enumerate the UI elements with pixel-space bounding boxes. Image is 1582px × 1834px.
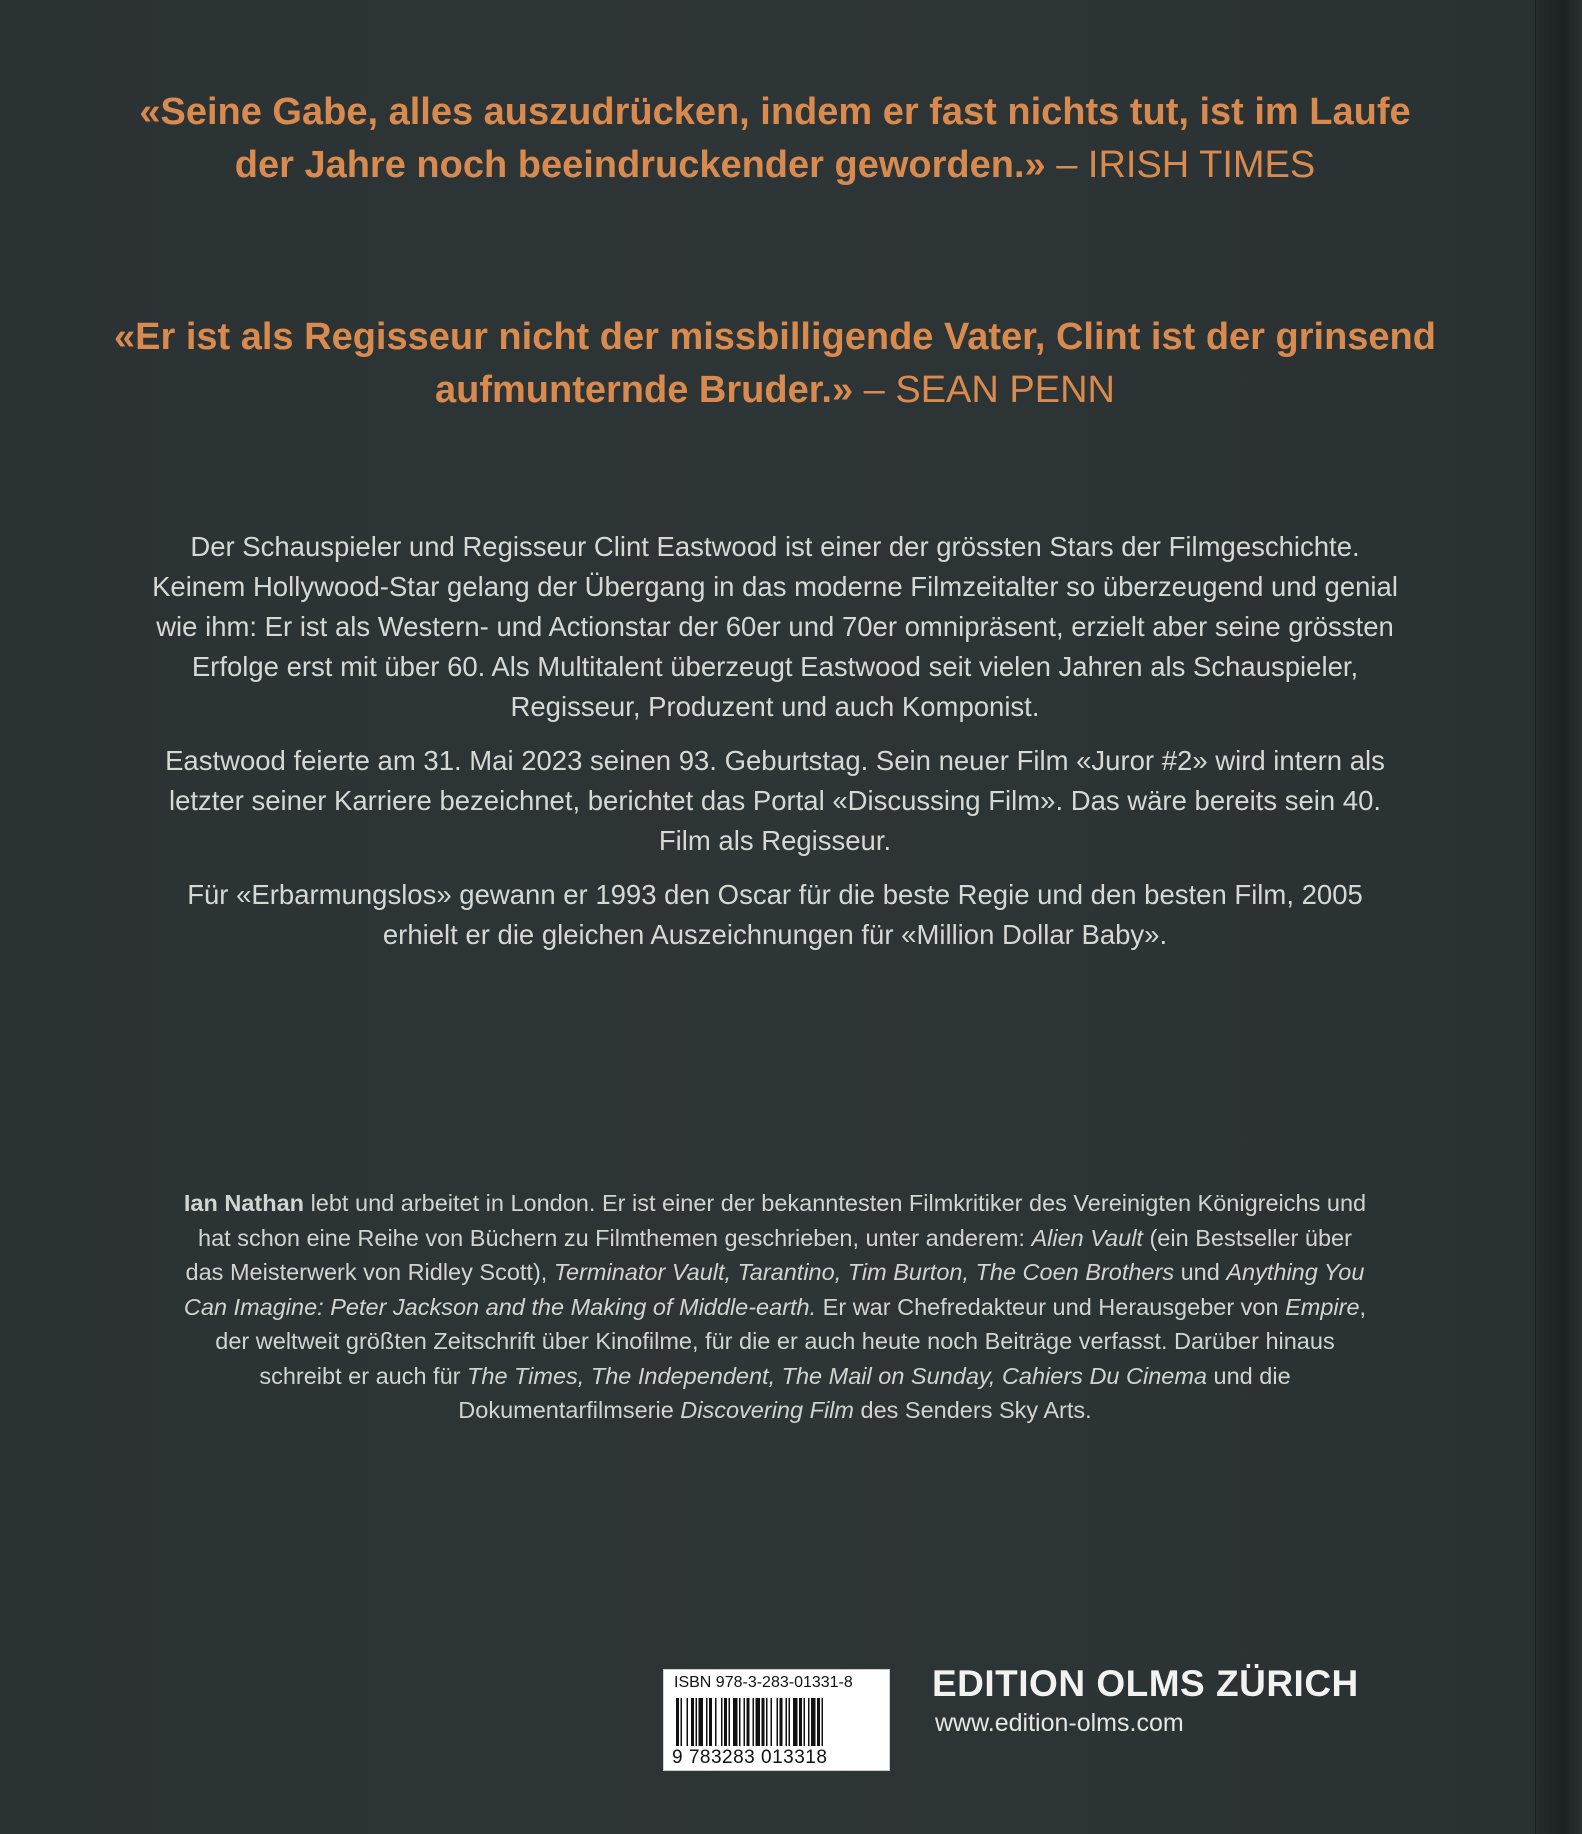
bio-text: (ein Bestseller über das Meisterwerk von Ridley Scott), xyxy=(185,1224,1352,1285)
description-paragraph: Der Schauspieler und Regisseur Clint Eastwood ist einer der grössten Stars der Filmgeschichte. Keinem Hollywood-Star gelang der Übergang in das moderne Filmzeitalter so überzeugend und genial wie ihm: Er ist als Western- und Actionstar der 60er und 70er omnipräsent, erzielt aber seine grössten Erfolge erst mit über 60. Als Multitalent überzeugt Eastwood seit vielen Jahren als Schauspieler, Regisseur, Produzent und auch Komponist. xyxy=(152,531,1398,722)
barcode-bar xyxy=(780,1698,783,1746)
bio-title: Discovering Film xyxy=(680,1397,854,1423)
barcode-bar xyxy=(799,1698,802,1746)
bio-title: Alien Vault xyxy=(1031,1224,1143,1251)
barcode-bar xyxy=(793,1698,798,1746)
barcode-bar xyxy=(676,1698,679,1746)
barcode-bar xyxy=(753,1698,755,1746)
bio-title: The Times, The Independent, The Mail on Sunday, Cahiers Du Cinema xyxy=(467,1362,1208,1389)
author-bio xyxy=(180,1186,1370,1428)
publisher-website: www.edition-olms.com xyxy=(935,1709,1184,1737)
barcode-bar xyxy=(696,1698,698,1746)
barcode-bar xyxy=(804,1698,806,1746)
barcode-bar xyxy=(699,1698,704,1746)
publisher-name: EDITION OLMS ZÜRICH xyxy=(932,1663,1359,1704)
barcode-bar xyxy=(733,1698,738,1746)
barcode-icon xyxy=(676,1698,876,1746)
barcode-bar xyxy=(817,1698,820,1746)
bio-title: Anything You Can Imagine: Peter Jackson and the Making of Middle-earth. xyxy=(183,1259,1365,1320)
bio-title: Empire xyxy=(1285,1293,1360,1320)
quote-text: «Seine Gabe, alles auszudrücken, indem er fast nichts tut, ist im Laufe der Jahre noch beeindruckender geworden.» xyxy=(139,91,1411,186)
bio-text: des Senders Sky Arts. xyxy=(853,1397,1092,1423)
barcode-bar xyxy=(762,1698,765,1746)
barcode-bar xyxy=(766,1698,768,1746)
barcode-bar xyxy=(744,1698,746,1746)
barcode-bar xyxy=(687,1698,689,1746)
barcode-bar xyxy=(715,1698,717,1746)
barcode-bar xyxy=(681,1698,683,1746)
bio-title: Terminator Vault, Tarantino, Tim Burton, The Coen Brothers xyxy=(553,1259,1175,1285)
barcode-bar xyxy=(709,1698,712,1746)
barcode-bar xyxy=(786,1698,788,1746)
barcode-bar xyxy=(724,1698,727,1746)
bio-text: und die Dokumentarfilmserie xyxy=(458,1362,1291,1423)
bio-text: , der weltweit größten Zeitschrift über Kinofilme, für die er auch heute noch Beiträge verfasst. Darüber hinaus schreibt er auch für xyxy=(215,1293,1367,1389)
isbn-barcode xyxy=(663,1669,890,1771)
bio-text: Er war Chefredakteur und Herausgeber von xyxy=(816,1293,1286,1320)
description-paragraph: Für «Erbarmungslos» gewann er 1993 den Oscar für die beste Regie und den besten Film, 2005 erhielt er die gleichen Auszeichnungen für «Million Dollar Baby». xyxy=(187,879,1363,950)
barcode-bar xyxy=(789,1698,791,1746)
barcode-bar xyxy=(739,1698,741,1746)
cover-edge xyxy=(1535,0,1582,1834)
quote-attribution: – SEAN PENN xyxy=(853,369,1115,411)
description-paragraph: Eastwood feierte am 31. Mai 2023 seinen 93. Geburtstag. Sein neuer Film «Juror #2» wird intern als letzter seiner Karriere bezeichnet, berichtet das Portal «Discussing Film». Das wäre bereits sein 40. Film als Regisseur. xyxy=(165,745,1385,856)
bio-text: lebt und arbeitet in London. Er ist einer der bekanntesten Filmkritiker des Vereinigten Königreichs und hat schon eine Reihe von Büchern zu Filmthemen geschrieben, unter anderem: xyxy=(198,1190,1367,1251)
barcode-bar xyxy=(756,1698,761,1746)
barcode-bar xyxy=(706,1698,708,1746)
barcode-bar xyxy=(691,1698,694,1746)
barcode-bar xyxy=(808,1698,810,1746)
quote-text: «Er ist als Regisseur nicht der missbilligende Vater, Clint ist der grinsend aufmunternde Bruder.» xyxy=(114,316,1436,411)
barcode-bar xyxy=(747,1698,750,1746)
barcode-bar xyxy=(777,1698,779,1746)
description-text xyxy=(150,527,1400,969)
barcode-bar xyxy=(771,1698,773,1746)
bio-text: und xyxy=(1174,1259,1227,1285)
barcode-bar xyxy=(721,1698,723,1746)
quote-attribution: – IRISH TIMES xyxy=(1045,144,1316,186)
quote-irish-times xyxy=(110,86,1440,192)
isbn-label: ISBN 978-3-283-01331-8 xyxy=(674,1674,853,1691)
barcode-bar xyxy=(822,1698,824,1746)
author-name: Ian Nathan xyxy=(183,1190,305,1216)
barcode-digits: 9 783283 013318 xyxy=(672,1747,828,1768)
barcode-bar xyxy=(729,1698,731,1746)
barcode-bar xyxy=(811,1698,816,1746)
quote-sean-penn xyxy=(110,311,1440,417)
